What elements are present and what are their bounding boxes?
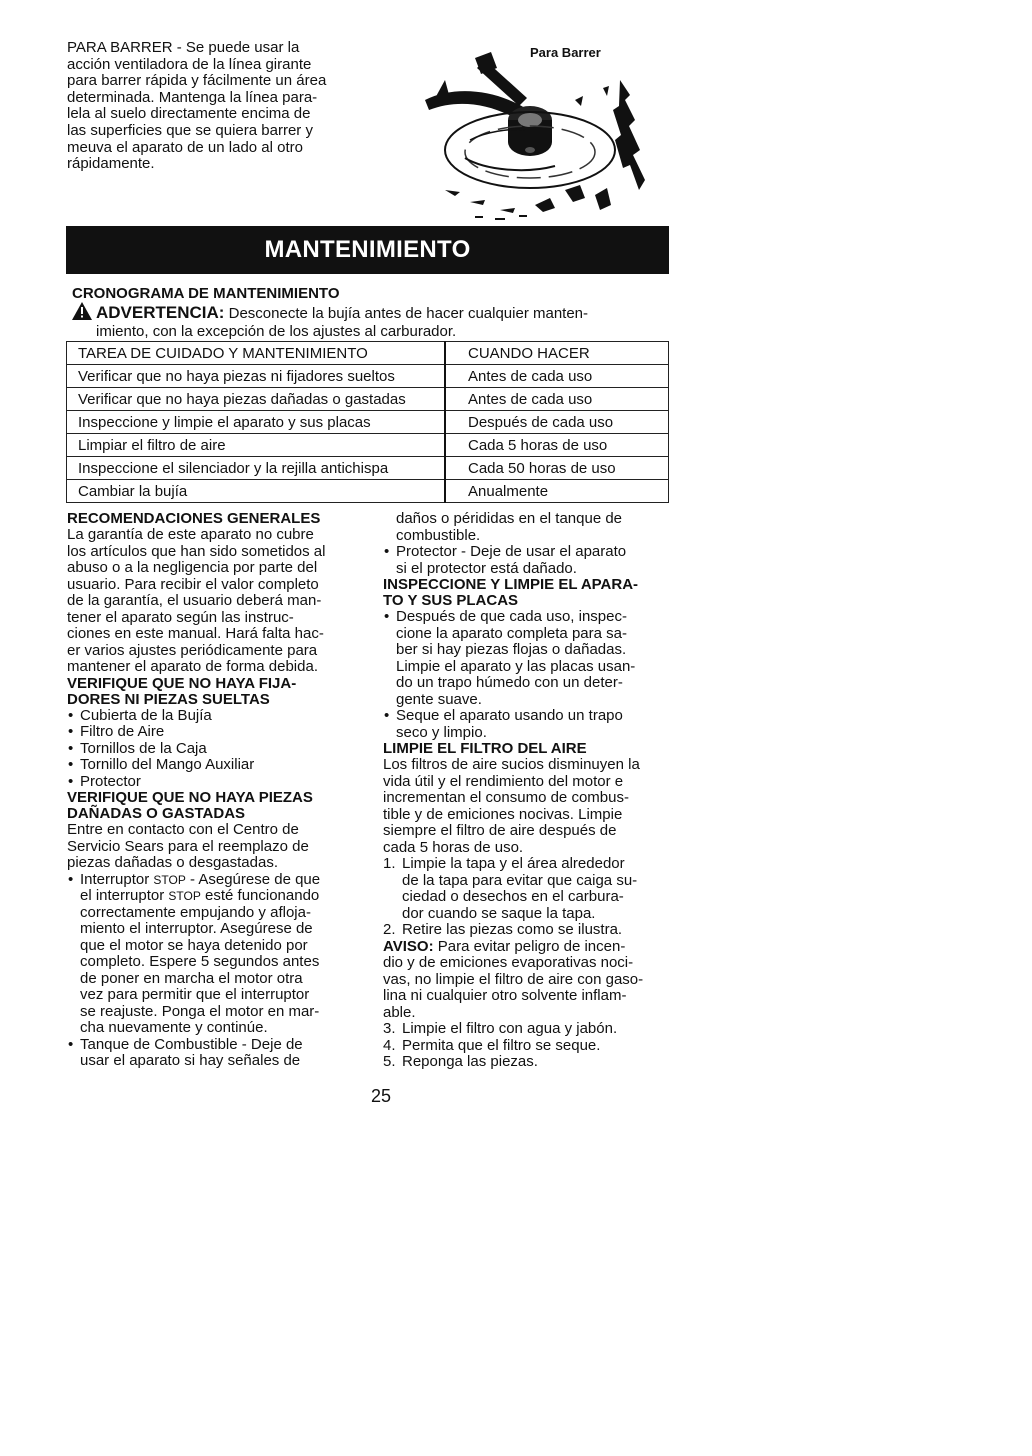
table-cell: Cada 5 horas de uso xyxy=(445,434,669,457)
maintenance-schedule-table xyxy=(66,341,669,503)
text-line: tener el aparato según las instruc- xyxy=(67,608,294,626)
column-header: CUANDO HACER xyxy=(445,342,669,365)
text-line: Limpie la tapa y el área alrededor xyxy=(402,855,625,872)
section-heading: DAÑADAS O GASTADAS xyxy=(67,805,246,822)
table-cell: Verificar que no haya piezas dañadas o gastadas xyxy=(67,388,446,411)
table-row xyxy=(67,411,669,434)
left-column xyxy=(67,511,359,1070)
text-line: La garantía de este aparato no cubre xyxy=(67,526,314,543)
page-number: 25 xyxy=(371,1086,392,1106)
text-line: Los filtros de aire sucios disminuyen la xyxy=(383,756,640,773)
warning-triangle-icon xyxy=(72,302,92,324)
table-cell: Limpiar el filtro de aire xyxy=(67,434,446,457)
text-line: • Seque el aparato usando un trapo xyxy=(396,707,623,724)
intro-line: meuva el aparato de un lado al otro xyxy=(67,138,303,156)
text-line: seco y limpio. xyxy=(396,723,487,741)
step-number: 5. xyxy=(383,1053,396,1070)
inspect-list xyxy=(383,609,678,741)
text-line: de poner en marcha el motor otra xyxy=(80,969,303,987)
warning-label: ADVERTENCIA: xyxy=(96,303,225,322)
text-line: incrementan el consumo de combus- xyxy=(383,789,629,806)
text-line: vez para permitir que el interruptor xyxy=(80,986,310,1003)
text-line: siempre el filtro de aire después de xyxy=(383,822,617,839)
damaged-parts-list-cont xyxy=(383,511,678,577)
section-heading: VERIFIQUE QUE NO HAYA PIEZAS xyxy=(67,789,313,806)
list-item xyxy=(383,609,678,708)
step-item xyxy=(383,1038,678,1055)
step-item xyxy=(383,922,678,939)
text-line: combustible. xyxy=(396,526,481,544)
trimmer-icon xyxy=(415,40,675,225)
table-cell: Antes de cada uso xyxy=(445,365,669,388)
text-line: Reponga las piezas. xyxy=(402,1053,538,1070)
step-number: 1. xyxy=(383,855,396,872)
intro-line: para barrer rápida y fácilmente un área xyxy=(67,72,327,90)
step-number: 3. xyxy=(383,1020,396,1037)
text-line: vida útil y el rendimiento del motor e xyxy=(383,772,624,790)
text-line: piezas dañadas o desgastadas. xyxy=(67,854,278,871)
intro-line: las superficies que se quiera barrer y xyxy=(67,121,313,139)
intro-line: PARA BARRER - Se puede usar la xyxy=(67,39,300,56)
text-line: Retire las piezas como se ilustra. xyxy=(402,921,623,938)
text-line: lina ni cualquier otro solvente inflam- xyxy=(383,987,627,1004)
text-line: Limpie el aparato y las placas usan- xyxy=(396,657,636,675)
intro-line: acción ventiladora de la línea girante xyxy=(67,55,312,73)
intro-line: determinada. Mantenga la línea para- xyxy=(67,88,318,106)
list-item: • Protector xyxy=(67,774,359,791)
stop-label: STOP xyxy=(153,872,186,887)
intro-paragraph xyxy=(67,40,367,173)
list-item xyxy=(67,1037,359,1070)
text-line: ciones en este manual. Hará falta hac- xyxy=(67,625,324,642)
text-line: que el motor se haya detenido por xyxy=(80,936,308,954)
text-line xyxy=(80,872,359,889)
list-item xyxy=(67,872,359,1037)
section-heading: RECOMENDACIONES GENERALES xyxy=(67,510,321,527)
damaged-parts-list xyxy=(67,872,359,1070)
right-column xyxy=(383,511,678,1071)
text-line: tible y de emiciones nocivas. Limpie xyxy=(383,805,623,823)
text-line: ciedad o desechos en el carbura- xyxy=(402,888,624,905)
text-fragment: Interruptor xyxy=(80,870,154,888)
list-item-cont xyxy=(383,511,678,544)
text-line: Servicio Sears para el reemplazo de xyxy=(67,837,309,855)
step-number: 4. xyxy=(383,1036,396,1054)
section-heading: INSPECCIONE Y LIMPIE EL APARA- xyxy=(383,576,639,593)
intro-line: lela al suelo directamente encima de xyxy=(67,105,311,123)
table-cell: Antes de cada uso xyxy=(445,388,669,411)
text-line: Entre en contacto con el Centro de xyxy=(67,821,299,838)
filter-steps xyxy=(383,856,678,939)
list-item xyxy=(383,544,678,577)
list-item: • Cubierta de la Bujía xyxy=(67,708,359,725)
text-line: er varios ajustes periódicamente para xyxy=(67,641,318,659)
text-fragment: esté funcionando xyxy=(200,887,320,904)
table-cell: Inspeccione y limpie el aparato y sus placas xyxy=(67,411,446,434)
text-line: los artículos que han sido sometidos al xyxy=(67,542,326,560)
text-line: daños o pérididas en el tanque de xyxy=(396,510,623,527)
text-line: miento el interruptor. Asegúrese de xyxy=(80,920,313,937)
text-line: gente suave. xyxy=(396,690,482,708)
table-row xyxy=(67,365,669,388)
text-line: dor cuando se saque la tapa. xyxy=(402,904,596,922)
table-header-row xyxy=(67,342,669,365)
section-banner: MANTENIMIENTO xyxy=(66,226,669,274)
text-fragment: Para evitar peligro de incen- xyxy=(433,937,626,955)
table-row xyxy=(67,457,669,480)
text-line: cada 5 horas de uso. xyxy=(383,838,524,856)
text-line: cha nuevamente y continúe. xyxy=(80,1019,268,1036)
intro-line: rápidamente. xyxy=(67,155,155,173)
text-line: usuario. Para recibir el valor completo xyxy=(67,575,319,593)
text-line: ber si hay piezas flojas o dañadas. xyxy=(396,641,627,658)
schedule-heading: CRONOGRAMA DE MANTENIMIENTO xyxy=(72,285,340,302)
text-line: completo. Espere 5 segundos antes xyxy=(80,953,320,970)
table-cell: Verificar que no haya piezas ni fijadores sueltos xyxy=(67,365,446,388)
section-heading: LIMPIE EL FILTRO DEL AIRE xyxy=(383,740,587,757)
text-fragment: - Asegúrese de que xyxy=(185,870,321,888)
text-line: si el protector está dañado. xyxy=(396,559,577,577)
text-line: abuso o a la negligencia por parte del xyxy=(67,559,318,576)
table-row xyxy=(67,480,669,503)
aviso-label: AVISO: xyxy=(383,937,434,955)
table-cell: Anualmente xyxy=(445,480,669,503)
text-line: se reajuste. Ponga el motor en mar- xyxy=(80,1002,320,1020)
warning-text: imiento, con la excepción de los ajustes al carburador. xyxy=(96,323,457,340)
list-item xyxy=(383,708,678,741)
text-line: de la tapa para evitar que caiga su- xyxy=(402,871,638,889)
section-heading: TO Y SUS PLACAS xyxy=(383,592,519,609)
text-line: vas, no limpie el filtro de aire con gaso- xyxy=(383,970,644,988)
section-heading: VERIFIQUE QUE NO HAYA FIJA- xyxy=(67,674,297,692)
loose-parts-list xyxy=(67,708,359,791)
text-fragment: el interruptor xyxy=(80,887,169,904)
text-line: • Tanque de Combustible - Deje de xyxy=(80,1035,303,1053)
stop-label: STOP xyxy=(168,889,201,903)
step-number: 2. xyxy=(383,921,396,938)
section-heading: DORES NI PIEZAS SUELTAS xyxy=(67,690,270,708)
step-item xyxy=(383,856,678,922)
table-row xyxy=(67,388,669,411)
table-cell: Cambiar la bujía xyxy=(67,480,446,503)
step-item xyxy=(383,1021,678,1038)
text-line: de la garantía, el usuario deberá man- xyxy=(67,592,322,609)
text-line: dio y de emiciones evaporativas noci- xyxy=(383,954,634,971)
list-item: • Filtro de Aire xyxy=(67,724,359,741)
table-cell: Después de cada uso xyxy=(445,411,669,434)
list-item: • Tornillos de la Caja xyxy=(67,741,359,758)
text-line xyxy=(80,888,359,905)
aviso-notice xyxy=(383,939,678,956)
table-cell: Cada 50 horas de uso xyxy=(445,457,669,480)
warning-text: Desconecte la bujía antes de hacer cualquier manten- xyxy=(228,305,589,322)
text-line: able. xyxy=(383,1003,416,1021)
filter-steps xyxy=(383,1021,678,1071)
trimmer-sweeping-illustration xyxy=(415,40,675,225)
illustration-caption: Para Barrer xyxy=(530,45,601,60)
text-line: Permita que el filtro se seque. xyxy=(402,1036,601,1054)
text-line: cione la aparato completa para sa- xyxy=(396,624,627,642)
table-cell: Inspeccione el silenciador y la rejilla antichispa xyxy=(67,457,446,480)
text-line: correctamente empujando y afloja- xyxy=(80,903,311,921)
text-line: Limpie el filtro con agua y jabón. xyxy=(402,1020,618,1037)
text-line: mantener el aparato de forma debida. xyxy=(67,658,318,675)
step-item xyxy=(383,1054,678,1071)
text-line: usar el aparato si hay señales de xyxy=(80,1052,301,1069)
text-line: do un trapo húmedo con un deter- xyxy=(396,674,623,691)
warning-notice xyxy=(72,302,672,340)
text-line: • Protector - Deje de usar el aparato xyxy=(396,543,627,560)
list-item: • Tornillo del Mango Auxiliar xyxy=(67,757,359,774)
text-line: • Después de que cada uso, inspec- xyxy=(396,608,627,625)
table-row xyxy=(67,434,669,457)
column-header: TAREA DE CUIDADO Y MANTENIMIENTO xyxy=(67,342,446,365)
